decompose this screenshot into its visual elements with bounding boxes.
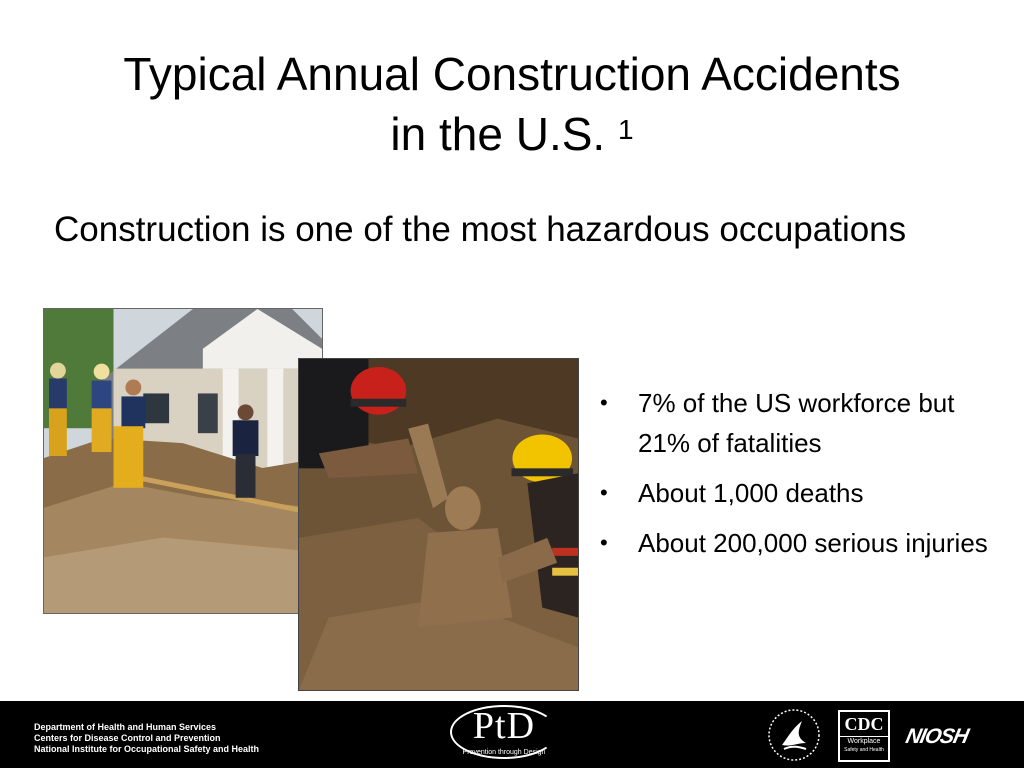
- bullet-item: [600, 383, 990, 463]
- agency-line: Centers for Disease Control and Prevention: [34, 733, 221, 743]
- cdc-logo-text: CDC: [840, 712, 888, 737]
- title-line-2: in the U.S.: [390, 108, 606, 160]
- bullet-symbol: •: [600, 390, 608, 415]
- niosh-logo: NIOSH: [903, 725, 971, 748]
- ptd-tagline: Prevention through Design: [462, 749, 546, 756]
- agency-line: Department of Health and Human Services: [34, 722, 217, 732]
- ptd-logo: [446, 703, 562, 765]
- bullet-text: About 200,000 serious injuries: [638, 528, 988, 558]
- footer-bar: [0, 701, 1024, 768]
- bullet-list: [600, 383, 990, 573]
- trench-rescue-photo: [298, 358, 579, 691]
- bullet-item: [600, 473, 990, 513]
- title-footnote: 1: [617, 114, 634, 145]
- bullet-text: 7% of the US workforce but 21% of fatalities: [638, 388, 955, 458]
- house-collapse-photo: [43, 308, 323, 614]
- cdc-logo: [838, 710, 890, 762]
- hhs-seal-icon: [766, 707, 822, 763]
- ptd-logo-text: PtD: [472, 705, 536, 747]
- bullet-symbol: •: [600, 530, 608, 555]
- lead-text: Construction is one of the most hazardous occupations: [54, 210, 907, 249]
- agency-names: [34, 722, 259, 755]
- cdc-logo-sub: Safety and Health: [844, 747, 884, 753]
- agency-line: National Institute for Occupational Safety and Health: [34, 744, 260, 754]
- bullet-text: About 1,000 deaths: [638, 478, 864, 508]
- bullet-item: [600, 523, 990, 563]
- bullet-symbol: •: [600, 480, 608, 505]
- cdc-logo-sub: Workplace: [847, 738, 881, 745]
- title-line-1: Typical Annual Construction Accidents: [123, 48, 901, 100]
- slide-title: [40, 44, 984, 164]
